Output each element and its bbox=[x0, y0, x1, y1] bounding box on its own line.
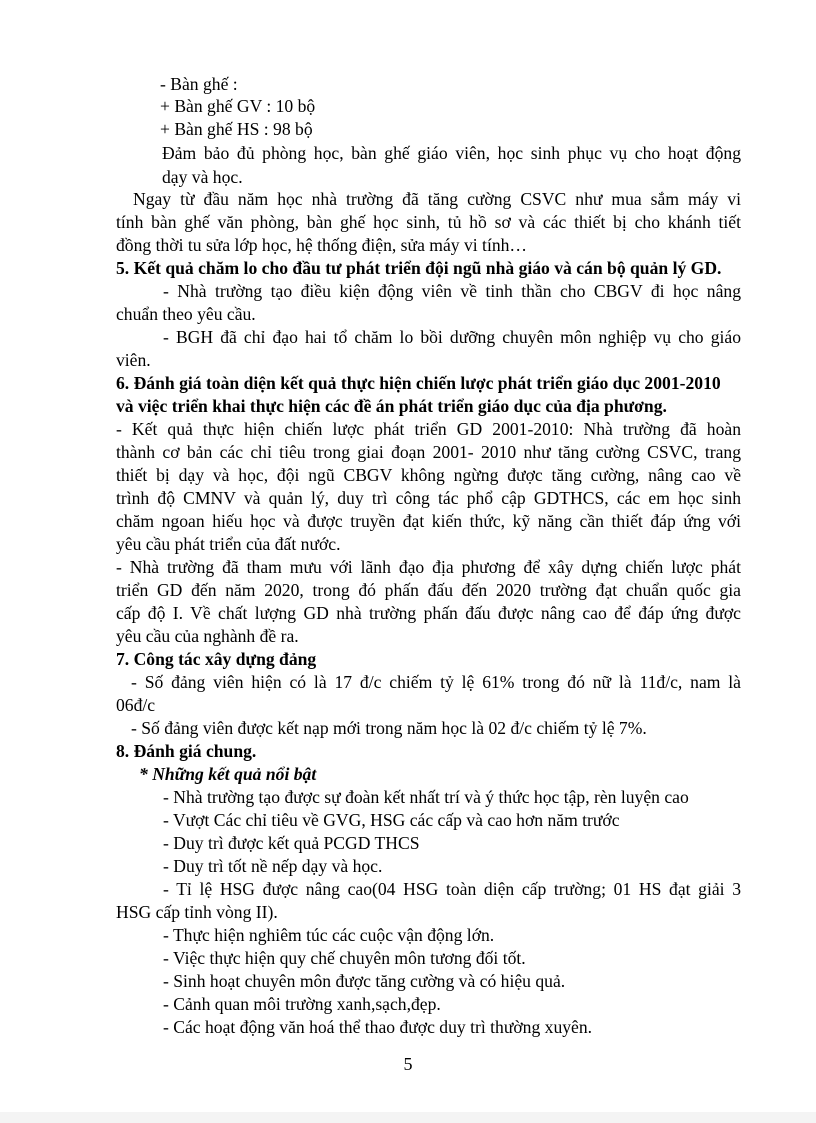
section-heading: và việc triển khai thực hiện các đề án phát triển giáo dục của địa phương. bbox=[116, 396, 667, 416]
text-line: - Các hoạt động văn hoá thể thao được duy trì thường xuyên. bbox=[163, 1017, 593, 1037]
text-line: - Tỉ lệ HSG được nâng cao(04 HSG toàn diện cấp trường; 01 HS đạt giải 3 bbox=[163, 879, 741, 899]
text-line: + Bàn ghế HS : 98 bộ bbox=[160, 119, 313, 139]
text-line: chăm ngoan hiếu học và được truyền đạt kiến thức, kỹ năng cần thiết đáp ứng với bbox=[116, 511, 741, 531]
text-line: chuẩn theo yêu cầu. bbox=[116, 304, 256, 324]
text-line: - Bàn ghế : bbox=[160, 74, 238, 94]
section-heading: 5. Kết quả chăm lo cho đầu tư phát triển đội ngũ nhà giáo và cán bộ quản lý GD. bbox=[116, 258, 722, 278]
text-line: - Vượt Các chỉ tiêu về GVG, HSG các cấp và cao hơn năm trước bbox=[163, 810, 620, 830]
text-line: thành cơ bản các chỉ tiêu trong giai đoạn 2001- 2010 như tăng cường CSVC, trang bbox=[116, 442, 741, 462]
text-line: cấp độ I. Về chất lượng GD nhà trường phấn đấu được nâng cao để đáp ứng được bbox=[116, 603, 741, 623]
text-line: - Số đảng viên được kết nạp mới trong năm học là 02 đ/c chiếm tỷ lệ 7%. bbox=[131, 718, 647, 738]
text-line: thiết bị dạy và học, đội ngũ CBGV không ngừng được tăng cường, nâng cao về bbox=[116, 465, 741, 485]
text-line: - Cảnh quan môi trường xanh,sạch,đẹp. bbox=[163, 994, 441, 1014]
text-line: - Thực hiện nghiêm túc các cuộc vận động lớn. bbox=[163, 925, 495, 945]
page-bottom-edge bbox=[0, 1112, 816, 1123]
text-line: viên. bbox=[116, 350, 151, 370]
text-line: - BGH đã chỉ đạo hai tổ chăm lo bồi dưỡng chuyên môn nghiệp vụ cho giáo bbox=[163, 327, 741, 347]
text-line: Đảm bảo đủ phòng học, bàn ghế giáo viên, học sinh phục vụ cho hoạt động bbox=[162, 143, 741, 163]
text-line: - Số đảng viên hiện có là 17 đ/c chiếm tỷ lệ 61% trong đó nữ là 11đ/c, nam là bbox=[131, 672, 741, 692]
text-line: HSG cấp tỉnh vòng II). bbox=[116, 902, 278, 922]
subsection-heading: * Những kết quả nổi bật bbox=[139, 764, 317, 784]
section-heading: 8. Đánh giá chung. bbox=[116, 741, 257, 761]
text-line: - Sinh hoạt chuyên môn được tăng cường và có hiệu quả. bbox=[163, 971, 566, 991]
text-line: yêu cầu phát triển của đất nước. bbox=[116, 534, 341, 554]
text-line: - Nhà trường tạo điều kiện động viên về tinh thần cho CBGV đi học nâng bbox=[163, 281, 741, 301]
section-heading: 7. Công tác xây dựng đảng bbox=[116, 649, 317, 669]
text-line: - Duy trì được kết quả PCGD THCS bbox=[163, 833, 420, 853]
text-line: + Bàn ghế GV : 10 bộ bbox=[160, 96, 316, 116]
text-line: - Việc thực hiện quy chế chuyên môn tương đối tốt. bbox=[163, 948, 526, 968]
text-line: tính bàn ghế văn phòng, bàn ghế học sinh, tủ hồ sơ và các thiết bị cho khánh tiết bbox=[116, 212, 741, 232]
text-line: đồng thời tu sửa lớp học, hệ thống điện, sửa máy vi tính… bbox=[116, 235, 528, 255]
text-line: 06đ/c bbox=[116, 695, 156, 715]
text-line: - Nhà trường tạo được sự đoàn kết nhất trí và ý thức học tập, rèn luyện cao bbox=[163, 787, 689, 807]
text-line: yêu cầu của nghành đề ra. bbox=[116, 626, 299, 646]
text-line: - Kết quả thực hiện chiến lược phát triển GD 2001-2010: Nhà trường đã hoàn bbox=[116, 419, 741, 439]
page-number: 5 bbox=[403, 1054, 413, 1074]
text-line: dạy và học. bbox=[162, 167, 243, 187]
section-heading: 6. Đánh giá toàn diện kết quả thực hiện chiến lược phát triển giáo dục 2001-2010 bbox=[116, 373, 721, 393]
text-line: Ngay từ đầu năm học nhà trường đã tăng cường CSVC như mua sắm máy vi bbox=[133, 189, 741, 209]
text-line: trình độ CMNV và quản lý, duy trì công tác phổ cập GDTHCS, các em học sinh bbox=[116, 488, 741, 508]
text-line: - Duy trì tốt nề nếp dạy và học. bbox=[163, 856, 383, 876]
text-line: triển GD đến năm 2020, trong đó phấn đấu đến 2020 trường đạt chuẩn quốc gia bbox=[116, 580, 741, 600]
text-line: - Nhà trường đã tham mưu với lãnh đạo địa phương để xây dựng chiến lược phát bbox=[116, 557, 741, 577]
